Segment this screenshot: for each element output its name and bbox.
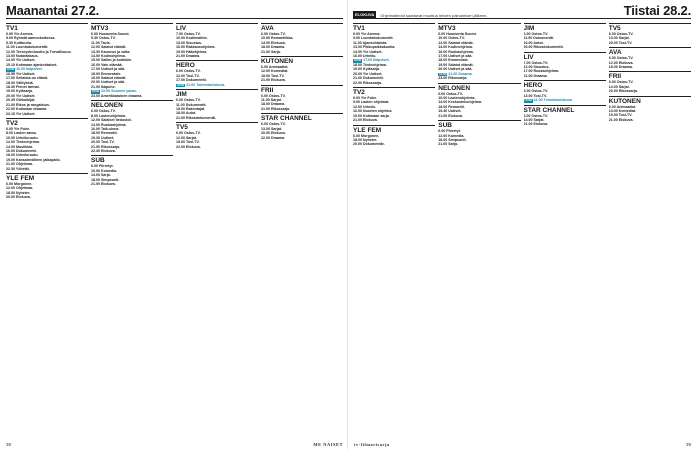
program-text: 22.00 Elokuva. [176,144,201,149]
listing-column [609,21,691,439]
program-text: 11.00 Tavis. [91,40,111,45]
program-text: 7.00 Ostos-TV. [523,60,549,65]
program-text: 21.00 Rikos ja rangaistus. [6,102,50,107]
channel-block [609,47,691,69]
program-entry [91,149,173,153]
channel-block [438,83,520,118]
program-text: 23.15 Yle Uutiset. [6,111,36,116]
program-text: 6.00 Ostos-TV. [176,69,201,74]
channel-name: AVA [261,23,343,32]
program-text: 21.00 Elokuva. [91,181,116,186]
program-text: 18.00 Simpsonit. [91,177,120,182]
program-text: 14.00 Keskusteluohjelma. [438,100,482,105]
program-text: 10.00 Kodinvaihto. [176,36,208,41]
program-text: 17.00 Sellaista on elämä. [6,76,49,81]
program-text: 6.00 Ostos-TV. [261,93,286,98]
program-text: 6.00 Yle Areena. [353,32,381,36]
day-title: Tiistai 28.2. [623,3,691,18]
program-text: 20.35 Ohikulkijat. [6,98,36,103]
program-text: 12.00 Salatut elämät. [438,40,474,45]
program-text: 13.00 Sisustus. [176,40,202,45]
program-text: 13.30 Kauneus ja valta. [91,49,131,54]
program-text: 18.00 Emmerdale. [438,58,469,63]
program-text: 11.00 Ajankohtaista. [353,40,388,45]
program-entry [261,136,343,140]
program-text: 10.00 Lastenohjelmia. [438,96,476,101]
program-text: 22.30 Yöhetki. [6,166,30,171]
program-text: 18.00 Remontti. [438,104,465,109]
program-text: 21.00 Toimintaelokuva. [533,98,573,103]
program-text: 21.00 Ohjelmaa. [6,162,34,167]
program-text: 18.30 Pienet tarinat. [6,85,40,90]
program-entry [6,112,88,116]
channel-block [609,96,691,123]
page-tuesday [348,0,696,449]
channel-name: STAR CHANNEL [261,113,343,122]
program-text: 20.00 Tosi-TV. [608,40,633,45]
listing-column [176,21,258,439]
program-text: 6.00 Ostos-TV. [261,32,286,36]
program-text: 16.00 Talk-show. [91,126,120,131]
program-text: 21.00 Rikosdokumentti. [176,115,217,120]
program-text: 18.00 Välityksiä. [6,80,34,85]
program-text: 9.30 Ostos-TV. [91,36,116,41]
program-text: 16.00 Dokumentti. [6,148,37,153]
program-text: 14.00 Sarjat. [523,118,545,123]
program-entry [176,54,258,58]
program-text: 20.00 Yle Uutiset. [6,93,36,98]
program-text: 18.00 Nyheter. [6,190,31,195]
program-text: 8.00 Lasten aamu. [6,131,37,136]
channel-name: FRII [609,71,691,80]
program-text: 12.00 Salaiset tiedostot. [91,118,132,123]
program-text: 21.00 Draama. [523,73,548,78]
program-text: 6.00 Piirretyt. [91,164,114,169]
program-text: 13.00 Sarjat. [261,126,282,131]
program-entry [176,83,258,88]
program-text: 19.00 Hääohjelma. [176,49,208,54]
program-entry [438,76,520,80]
channel-name: NELONEN [91,100,173,109]
channel-name: TV5 [609,23,691,32]
program-text: 6.00 Animaatiot. [261,65,289,70]
program-text: 6.00 Ostos-TV. [261,122,286,127]
program-text: 16.00 Rakkausohjelma. [176,45,216,50]
program-text: 22.00 Kotimaan draama. [6,107,48,112]
program-text: 18.00 Emmerdale. [91,71,122,76]
program-text: 20.00 Rikossarja. [608,89,638,94]
listing-columns [6,21,343,439]
program-entry [91,182,173,186]
listing-column [353,21,435,439]
channel-name: HERO [524,80,606,89]
program-text: 12.00 Komediat. [261,69,289,74]
program-text: 12.00 Tosi-TV. [176,73,200,78]
program-text: 10.00 Ostos-TV. [438,36,465,41]
program-text: 21.00 Toimintaelokuva. [186,82,226,87]
program-text: 6.00 Ostos-TV. [176,131,201,136]
schedule-disclaimer: Ohjelmatiedot saattavat muuttua lehden painamisen jälkeen. [380,13,488,18]
program-text: 16.55 Yle Uutiset. [6,71,36,76]
channel-block [609,71,691,93]
listing-column [6,21,88,439]
program-entry [176,145,258,149]
channel-block [524,23,606,50]
channel-name: MTV3 [91,23,173,32]
channel-block [438,23,520,81]
program-text: 19.00 Tosi-TV. [176,140,200,145]
program-text: 21.00 Sarja. [261,49,281,54]
program-entry [261,78,343,82]
program-text: 20.00 Uutiset ja sää. [91,80,126,85]
program-text: 6.00 Morgonen. [6,181,33,186]
new-badge: UUSI [439,71,447,76]
program-entry [353,142,435,146]
channel-name: AVA [609,47,691,56]
program-text: 21.00 Rikossarja. [261,106,291,111]
program-text: 16.00 Vain elämää. [91,62,123,67]
program-text: 6.00 Animaatiot. [608,104,637,109]
program-text: 6.00 Ostos-TV. [176,98,201,103]
program-text: 12.00 Komedia. [438,133,465,138]
channel-name: YLE FEM [353,125,435,134]
program-text: 23.00 Amerikkalainen draama. [91,93,143,98]
program-text: 18.00 Remontti. [91,131,118,136]
program-text: 9.00 Luontodokumentti. [353,36,394,41]
channel-name: TV1 [353,23,435,32]
program-text: 21.00 Elokuva. [608,117,634,122]
channel-block [261,56,343,83]
program-text: 22.00 Suomen paras. [101,89,137,94]
program-text: 17.00 Uutiset ja sää. [438,54,473,59]
program-text: 22.00 Rikossarja. [353,80,383,85]
program-text: 14.00 Kodinohjelma. [438,45,473,50]
program-text: 18.00 Draama. [261,102,286,107]
program-text: 9.00 Ryhmät aamunkoitossa. [6,36,56,41]
channel-name: YLE FEM [6,173,88,182]
program-text: 19.00 Salatut elämät. [438,62,474,67]
channel-name: HERO [176,60,258,69]
channel-block [353,87,435,122]
program-text: 23.00 Rikossarja. [438,76,468,81]
publication-logo: tv-filmarisarja [354,441,390,447]
program-text: 12.00 Tiedeohjelma. [6,140,40,145]
program-text: 13.00 Tosi-TV. [523,93,548,98]
program-text: 14.00 Ruokaohjelma. [91,122,127,127]
program-text: 17.00 Ruokaohjelma. [523,69,560,74]
program-text: 6.00 Ostos-TV. [91,109,116,114]
new-badge: UUSI [92,89,100,94]
program-text: 6.00 Huomenta Suomi. [91,32,130,36]
program-text: 13.00 Komediat. [608,109,637,114]
program-text: 6.00 Yle Puhe. [6,126,31,131]
program-text: 11.00 Luontodokumentti. [6,45,49,50]
new-badge: UUSI [7,67,15,72]
channel-block [6,23,88,116]
program-text: 16.00 Nuorten ohjelma. [353,109,393,114]
channel-name: LIV [176,23,258,32]
program-text: 18.00 Urheiluruutu. [6,153,39,158]
program-text: 9.30 Kulttuuria. [6,40,32,45]
program-text: 14.00 Yle Uutiset. [353,49,383,54]
program-text: 8.00 Lastenohjelmia. [91,113,127,118]
program-text: 21.00 Elokuva. [438,113,464,118]
channel-name: LIV [524,52,606,61]
channel-block [176,89,258,120]
program-text: 14.00 Musiikkia. [6,144,34,149]
page-footer [6,441,343,447]
channel-name: STAR CHANNEL [524,105,606,114]
channel-name: TV2 [353,87,435,96]
channel-block [524,52,606,79]
channel-name: TV1 [6,23,88,32]
program-text: 11.00 Sarjat. [261,98,282,103]
program-text: 13.00 Pikkupaikkakuntia. [353,45,396,50]
program-text: 22.30 Elokuva. [91,148,116,153]
program-text: 19.00 Salatut elämät. [91,76,127,81]
program-text: 13.00 Nutarakkaus. [6,54,39,59]
program-entry [6,195,88,199]
channel-name: KUTONEN [609,96,691,105]
program-text: 14.00 Elokuva. [261,40,286,45]
channel-name: MTV3 [438,23,520,32]
program-text: 16.00 Ikäpolvet. [16,67,43,72]
program-text: 20.00 Uutiset ja sää. [438,67,473,72]
program-text: 16.00 Ruokaohjelma. [438,49,474,54]
program-text: 10.00 Urheiluruutu. [6,135,39,140]
program-text: 19.00 Tosi-TV. [608,113,633,118]
new-badge: UUSI [524,98,532,103]
program-text: 11.00 Dokumentti. [523,36,555,41]
program-text: 22.00 Draama. [261,135,286,140]
program-entry [353,81,435,85]
program-text: 6.00 Ostos-TV. [523,32,549,36]
channel-block [91,155,173,186]
program-text: 14.00 Yle Uutiset. [6,58,36,63]
program-entry [176,116,258,120]
program-entry [438,142,520,146]
channel-block [6,173,88,200]
program-text: 6.00 Piirretyt. [438,129,461,134]
program-text: 20.00 Elokuva. [261,131,286,136]
program-entry [609,89,691,93]
page-number: 39 [685,441,691,447]
page-footer [354,441,691,447]
program-text: 12.00 Ohjelmaa. [6,186,34,191]
program-entry [524,122,606,126]
program-text: 17.00 Uutiset ja sää. [91,67,126,72]
publication-logo: ME NAISET [313,441,343,447]
section-tag: ELOKUVA [355,12,375,17]
program-text: 20.00 Tosi-TV. [91,140,115,145]
program-entry [609,41,691,45]
channel-block [261,85,343,112]
program-text: 12.00 Elokuva. [608,60,634,65]
channel-name: KUTONEN [261,56,343,65]
channel-block [353,23,435,85]
program-text: 21.00 Rikossarja. [91,144,121,149]
program-text: 19.30 Uutiset. [438,109,462,114]
program-text: 19.00 Kansainvälinen jalkapallo. [6,157,61,162]
channel-name: JIM [176,89,258,98]
listing-column [438,21,520,439]
channel-name: JIM [524,23,606,32]
program-text: 9.00 Lasten ohjelmat. [353,100,390,105]
program-text: 6.00 Ostos-TV. [608,32,634,36]
program-text: 12.00 Sarjat. [176,135,197,140]
program-text: 18.00 Autot. [176,111,197,116]
channel-block [609,23,691,45]
program-text: 16.00 Autot. [523,40,544,45]
program-text: 21.00 Sarja. [438,142,459,147]
page-number: 38 [6,441,12,447]
program-text: 18.00 Simpsonit. [438,137,467,142]
program-text: 21.00 Elokuva. [523,122,549,127]
program-text: 17.00 Ikäpolvet. [363,58,390,63]
program-text: 19.00 Kotimaan sarja. [353,113,390,118]
program-entry [353,118,435,122]
program-text: 11.00 Dokumentti. [176,102,207,107]
program-text: 21.00 Draama. [176,54,201,59]
channel-block [91,23,173,98]
program-text: 6.00 Yle Puhe. [353,96,378,101]
program-text: 18.00 Draama. [608,65,633,70]
program-text: 19.00 Kyläsarja. [6,89,33,94]
channel-name: TV2 [6,118,88,127]
channel-block [261,23,343,54]
channel-block [261,113,343,140]
channel-block [176,23,258,58]
listing-column [91,21,173,439]
program-text: 13.00 Sarjat. [608,36,630,41]
program-text: 12.00 Salatut elämät. [91,45,127,50]
channel-block [176,122,258,149]
program-text: 21.00 Dokumentti. [353,76,384,81]
program-text: 21.00 Elokuva. [261,78,286,83]
program-text: 17.00 Dokumentti. [176,78,207,83]
program-text: 15.00 Rakentajat. [176,107,206,112]
program-text: 6.00 Ostos-TV. [523,89,549,94]
program-text: 6.00 Yle Areena. [6,32,34,36]
channel-name: SUB [438,120,520,129]
program-text: 6.00 Morgonen. [353,133,380,138]
program-text: 10.00 Romantiikka. [261,36,294,41]
program-text: 12.00 Terveydenhuolto ja Turvallisuus. [6,49,72,54]
program-text: 15.10 Kotimaan ajankohtaiset. [6,62,58,67]
program-text: 18.00 Tosi-TV. [261,73,285,78]
program-text: 20.00 Yle Uutiset. [353,71,383,76]
program-text: 6.00 Ostos-TV. [608,56,634,61]
channel-block [91,100,173,153]
channel-name: SUB [91,155,173,164]
program-text: 12.00 Urheilu. [353,104,377,109]
program-text: 10.00 Komedia. [91,168,118,173]
program-entry [261,107,343,111]
program-entry [438,114,520,118]
program-text: 15.00 Sallim ja kodinkin. [91,58,133,63]
channel-block [353,125,435,147]
listing-column [261,21,343,439]
program-text: 16.00 Urheilu. [353,54,377,59]
program-text: 19.00 Kyläsarja. [353,67,380,72]
program-entry [524,98,606,103]
program-text: 6.00 Ostos-TV. [523,113,549,118]
listing-columns [353,21,691,439]
channel-name: FRII [261,85,343,94]
program-text: 14.00 Sarja. [91,173,111,178]
program-text: 12.00 Sisustus. [523,65,550,70]
program-entry [524,74,606,78]
page-header [353,3,691,19]
header-notice [353,11,487,18]
new-badge: UUSI [177,82,185,87]
program-text: 6.00 Ostos-TV. [608,80,634,85]
program-text: 21.00 Elokuva. [353,118,378,123]
new-badge: UUSI [354,58,362,63]
program-text: 20.00 Rikosdokumentti. [523,45,564,50]
program-text: 14.00 Sarjat. [608,84,630,89]
day-title: Maanantai 27.2. [6,3,100,18]
channel-block [524,105,606,127]
channel-block [176,60,258,87]
program-text: 19.30 Uutiset. [91,135,115,140]
listing-column [524,21,606,439]
program-entry [6,167,88,171]
program-text: 6.00 Ostos-TV. [438,91,463,96]
program-text: 18.00 Tiedeohjelma. [353,63,387,68]
page-header [6,3,343,19]
program-entry [524,45,606,49]
channel-block [524,80,606,102]
program-entry [91,94,173,98]
program-text: 21.00 Draama. [448,71,473,76]
program-entry [609,65,691,69]
program-text: 18.00 Nyheter. [353,137,378,142]
program-text: 18.00 Draama. [261,45,286,50]
program-text: 20.00 Elokuva. [6,195,31,200]
channel-name: TV5 [176,122,258,131]
program-text: 6.00 Huomenta Suomi. [438,32,477,36]
channel-block [6,118,88,171]
channel-block [438,120,520,147]
program-text: 20.00 Dokumentär. [353,142,385,147]
program-text: 14.00 Kodinohjelma. [91,54,126,59]
channel-name: NELONEN [438,83,520,92]
program-text: 21.00 Ikäpuhe. [91,84,116,89]
program-text: 7.00 Ostos-TV. [176,32,201,36]
program-entry [261,50,343,54]
program-entry [609,118,691,122]
